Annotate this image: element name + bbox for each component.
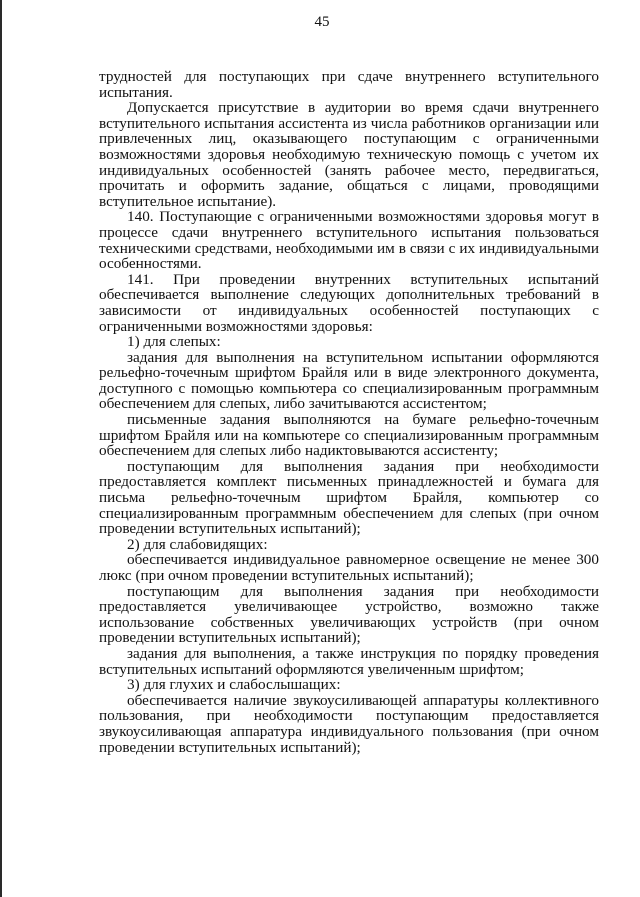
- subheading-deaf: 3) для глухих и слабослышащих:: [127, 676, 341, 694]
- paragraph-blind-supplies: поступающим для выполнения задания при необходимости предоставляется комплект письменных принадлежностей и бумага для письма рельефно-точечным шрифтом Брайля, компьютер со специализированным программным обеспечением для слепых (при очном проведении вступительных испытаний);: [99, 457, 599, 538]
- paragraph-blind-written: письменные задания выполняются на бумаге рельефно-точечным шрифтом Брайля или на компьютере со специализированным программным обеспечением для слепых либо надиктовываются ассистенту;: [99, 411, 599, 460]
- document-body: [99, 69, 599, 755]
- paragraph-item-141: 141. При проведении внутренних вступительных испытаний обеспечивается выполнение следующих дополнительных требований в зависимости от индивидуальных особенностей поступающих с ограниченными возможностями здоровья:: [99, 270, 599, 335]
- page-number: 45: [314, 14, 330, 30]
- subheading-blind: 1) для слепых:: [127, 333, 221, 351]
- subheading-low-vision: 2) для слабовидящих:: [127, 535, 268, 553]
- paragraph-assistant-presence: Допускается присутствие в аудитории во время сдачи внутреннего вступительного испытания ассистента из числа работников организации или привлеченных лиц, оказывающего поступающим с ограниченными возможностями здоровья необходимую техническую помощь с учетом их индивидуальных особенностей (занять рабочее место, передвигаться, прочитать и оформить задание, общаться с лицами, проводящими вступительное испытание).: [99, 99, 599, 210]
- paragraph-low-vision-large-font: задания для выполнения, а также инструкция по порядку проведения вступительных испытаний оформляются увеличенным шрифтом;: [99, 644, 599, 678]
- paragraph-blind-tasks: задания для выполнения на вступительном испытании оформляются рельефно-точечным шрифтом Брайля или в виде электронного документа, доступного с помощью компьютера со специализированным программным обеспечением для слепых, либо зачитываются ассистентом;: [99, 348, 599, 413]
- paragraph-deaf-equipment: обеспечивается наличие звукоусиливающей аппаратуры коллективного пользования, при необходимости поступающим предоставляется звукоусиливающая аппаратура индивидуального пользования (при очном проведении вступительных испытаний);: [99, 691, 599, 756]
- paragraph-low-vision-magnifier: поступающим для выполнения задания при необходимости предоставляется увеличивающее устройство, возможно также использование собственных увеличивающих устройств (при очном проведении вступительных испытаний);: [99, 582, 599, 647]
- paragraph-item-140: 140. Поступающие с ограниченными возможностями здоровья могут в процессе сдачи внутреннего вступительного испытания пользоваться техническими средствами, необходимыми им в связи с их индивидуальными особенностями.: [99, 208, 599, 273]
- paragraph-continuation: трудностей для поступающих при сдаче внутреннего вступительного испытания.: [99, 68, 599, 101]
- paragraph-low-vision-lighting: обеспечивается индивидуальное равномерное освещение не менее 300 люкс (при очном проведении вступительных испытаний);: [99, 551, 599, 584]
